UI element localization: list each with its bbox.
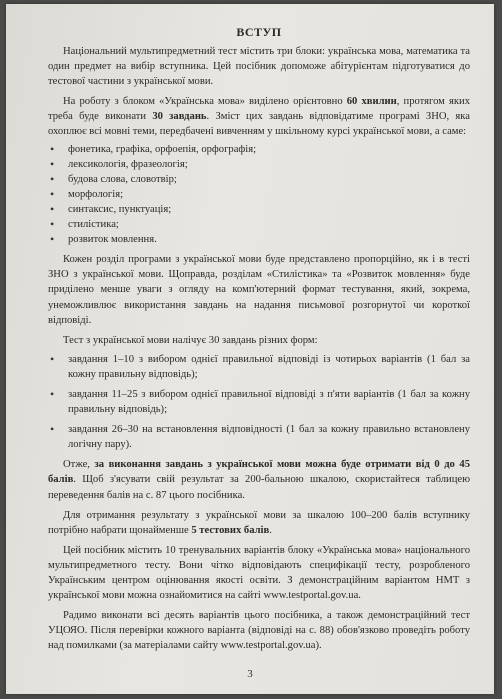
topics-list xyxy=(48,142,470,248)
result-text-2: . xyxy=(269,524,272,536)
result-text-1: Для отримання результату з української мови за шкалою 100–200 балів вступнику потрібно набрати щонайменше xyxy=(48,509,470,536)
block-count: 30 завдань xyxy=(152,111,207,123)
variants-paragraph: Цей посібник містить 10 тренувальних варіантів блоку «Українська мова» національного мультипредметного тесту. Вони чітко відповідають специфікації тесту, розробленого Українським центром оцінювання якості освіти. З демонстраційним варіантом НМТ з української мови можна ознайомитися на сайті www.testportal.gov.ua. xyxy=(48,544,470,602)
page-number: 3 xyxy=(247,668,253,680)
book-page xyxy=(6,4,494,694)
page-heading: ВСТУП xyxy=(236,25,282,39)
list-item: • стилістика; xyxy=(48,217,470,232)
list-item: • будова слова, словотвір; xyxy=(48,172,470,187)
result-paragraph xyxy=(48,508,470,538)
block-paragraph xyxy=(48,94,470,139)
forms-list xyxy=(48,352,470,453)
score-paragraph xyxy=(48,457,470,502)
block-text-2: , протягом яких треба буде виконати xyxy=(48,96,470,123)
recommend-paragraph: Радимо виконати всі десять варіантів цього посібника, а також демонстраційний тест УЦОЯО. Після перевірки кожного варіанта (відповіді на с. 88) обов'язково проведіть роботу над помилками (за матеріалами сайту www.testportal.gov.ua). xyxy=(48,610,470,652)
list-item: • завдання 26–30 на встановлення відповідності (1 бал за кожну правильно встановлену логічну пару). xyxy=(48,422,470,452)
list-item: • морфологія; xyxy=(48,187,470,202)
score-text-2: . Щоб з'ясувати свій результат за 200-бальною шкалою, скористайтеся таблицею переведення балів на с. 87 цього посібника. xyxy=(48,474,470,501)
list-item: • синтаксис, пунктуація; xyxy=(48,202,470,217)
list-item: • лексикологія, фразеологія; xyxy=(48,157,470,172)
intro-paragraph: Національний мультипредметний тест містить три блоки: українська мова, математика та один предмет на вибір вступника. Цей посібник допоможе абітурієнтам підготуватися до тестової частини з української мови. xyxy=(48,46,470,88)
list-item: • завдання 11–25 з вибором однієї правильної відповіді з п'яти варіантів (1 бал за кожну правильну відповідь); xyxy=(48,387,470,417)
score-range: за виконання завдань з української мови можна буде отримати від 0 до 45 балів xyxy=(48,459,470,486)
list-item: • розвиток мовлення. xyxy=(48,232,470,247)
page-content xyxy=(48,24,470,653)
score-text-1: Отже, xyxy=(63,459,95,471)
forms-intro: Тест з української мови налічує 30 завдань різних форм: xyxy=(63,334,318,346)
block-text-1: На роботу з блоком «Українська мова» виділено орієнтовно xyxy=(63,96,347,108)
result-minimum: 5 тестових балів xyxy=(191,524,270,536)
sections-paragraph: Кожен розділ програми з української мови буде представлено пропорційно, як і в тесті ЗНО з української мови. Щоправда, розділам «Стилістика» та «Розвиток мовлення» буде приділено менше уваги з огляду на комп'ютерний формат тестування, який, зокрема, унеможливлює використання завдань на надання письмової розгорнутої чи короткої відповіді. xyxy=(48,254,470,326)
block-text-3: . Зміст цих завдань відповідатиме програмі ЗНО, яка охоплює всі мовні теми, передбачені вивченням у шкільному курсі української мови, а саме: xyxy=(48,111,470,138)
block-time: 60 хвилин xyxy=(346,96,397,108)
list-item: • завдання 1–10 з вибором однієї правильної відповіді із чотирьох варіантів (1 бал за кожну правильну відповідь); xyxy=(48,352,470,382)
list-item: • фонетика, графіка, орфоепія, орфографія; xyxy=(48,142,470,157)
